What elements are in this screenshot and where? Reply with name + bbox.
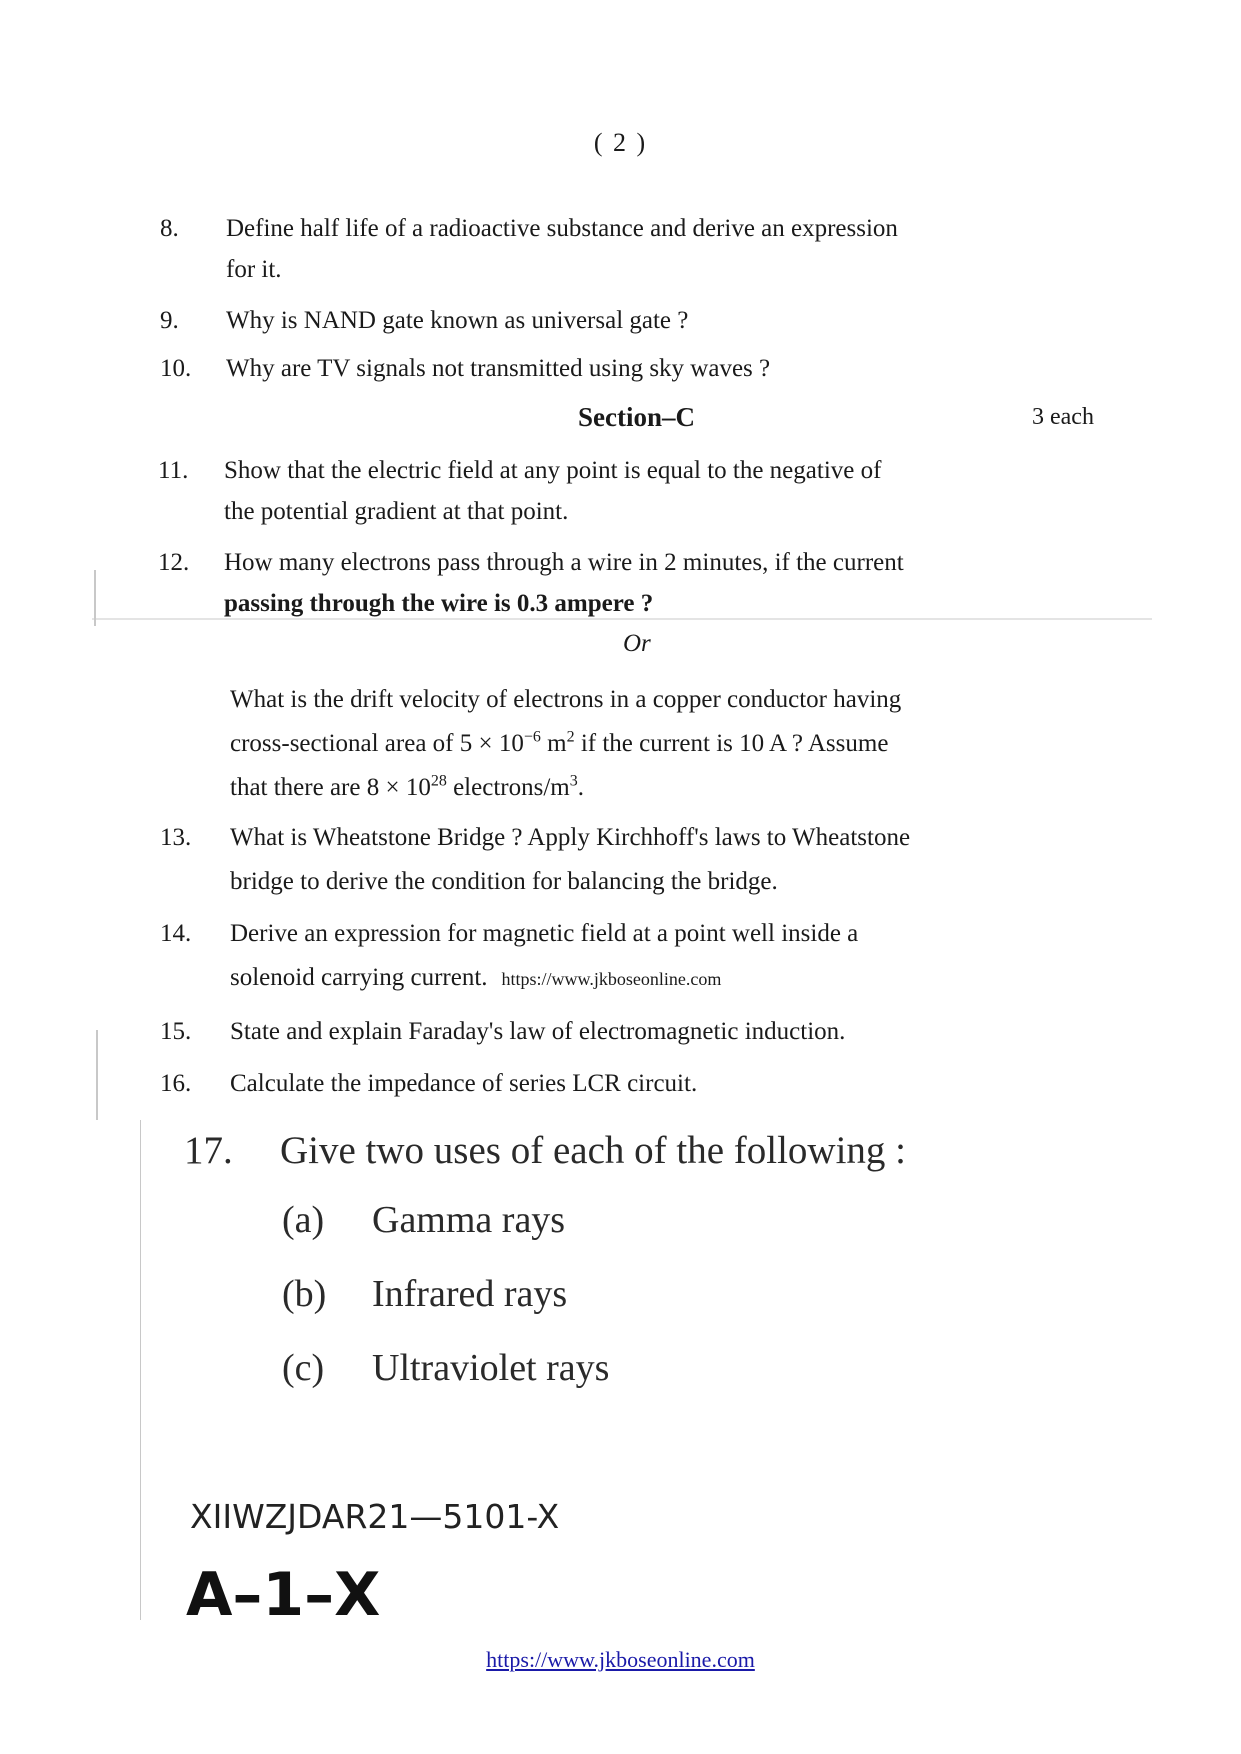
option-c xyxy=(282,1346,782,1396)
question-9 xyxy=(160,300,1100,345)
question-10 xyxy=(160,348,1100,393)
question-text: Why are TV signals not transmitted using sky waves ? xyxy=(226,355,771,382)
text-fragment: . xyxy=(577,774,584,801)
question-text: Why is NAND gate known as universal gate ? xyxy=(226,307,689,334)
question-number: 13. xyxy=(160,824,192,851)
section-title: Section–C xyxy=(578,402,695,432)
question-text: Derive an expression for magnetic field at a point well inside a xyxy=(230,920,859,947)
question-number: 17. xyxy=(184,1129,233,1172)
question-number: 9. xyxy=(160,307,179,334)
question-12 xyxy=(158,542,1108,632)
question-text-line xyxy=(230,722,1110,766)
question-16 xyxy=(160,1062,1120,1108)
option-label: (a) xyxy=(282,1199,325,1241)
paper-code: XIIWZJDAR21—5101-X xyxy=(190,1497,560,1536)
footer-link[interactable]: https://www.jkboseonline.com xyxy=(486,1647,755,1672)
question-text: solenoid carrying current. xyxy=(230,964,488,991)
option-label: (c) xyxy=(282,1347,325,1389)
question-number: 14. xyxy=(160,920,192,947)
question-text: State and explain Faraday's law of electromagnetic induction. xyxy=(230,1018,846,1045)
question-text: How many electrons pass through a wire in 2 minutes, if the current xyxy=(224,549,904,576)
option-text: Gamma rays xyxy=(372,1199,566,1241)
question-number: 15. xyxy=(160,1018,192,1045)
option-a xyxy=(282,1198,782,1248)
question-number: 12. xyxy=(158,549,190,576)
text-fragment: if the current is 10 A ? Assume xyxy=(574,730,889,757)
set-code: A–1–X xyxy=(186,1560,381,1630)
question-13 xyxy=(160,816,1120,908)
text-fragment: m xyxy=(540,730,567,757)
question-17 xyxy=(184,1124,1124,1180)
question-text: bridge to derive the condition for balancing the bridge. xyxy=(230,868,778,895)
question-text: passing through the wire is 0.3 ampere ? xyxy=(224,590,654,617)
scan-edge-line xyxy=(96,1030,98,1120)
question-12-alternative xyxy=(230,678,1110,810)
exponent: −6 xyxy=(523,728,541,746)
scan-edge-line xyxy=(94,570,96,626)
option-text: Infrared rays xyxy=(372,1273,568,1315)
text-fragment: electrons/m xyxy=(446,774,570,801)
exponent: 28 xyxy=(430,772,447,790)
or-label: Or xyxy=(623,630,651,657)
question-number: 10. xyxy=(160,355,192,382)
option-b xyxy=(282,1272,782,1322)
question-text-line xyxy=(230,766,1110,810)
question-text: What is Wheatstone Bridge ? Apply Kirchhoff's laws to Wheatstone xyxy=(230,824,911,851)
question-text: Define half life of a radioactive substance and derive an expression xyxy=(226,215,898,242)
option-text: Ultraviolet rays xyxy=(372,1347,610,1389)
question-14 xyxy=(160,912,1120,1004)
exponent: 2 xyxy=(566,728,575,746)
scan-edge-line xyxy=(140,1120,141,1620)
question-text: Show that the electric field at any point is equal to the negative of xyxy=(224,457,882,484)
question-number: 16. xyxy=(160,1070,192,1097)
exponent: 3 xyxy=(569,772,578,790)
inline-url: https://www.jkboseonline.com xyxy=(501,969,722,989)
question-text: What is the drift velocity of electrons in a copper conductor having xyxy=(230,686,902,713)
question-number: 11. xyxy=(158,457,189,484)
question-text: the potential gradient at that point. xyxy=(224,498,569,525)
question-15 xyxy=(160,1010,1120,1056)
question-text: for it. xyxy=(226,256,282,283)
text-fragment: cross-sectional area of 5 × 10 xyxy=(230,730,524,757)
page-number: ( 2 ) xyxy=(593,128,648,157)
question-text: Give two uses of each of the following : xyxy=(280,1129,907,1172)
option-label: (b) xyxy=(282,1273,327,1315)
text-fragment: that there are 8 × 10 xyxy=(230,774,431,801)
question-number: 8. xyxy=(160,215,179,242)
question-text: Calculate the impedance of series LCR circuit. xyxy=(230,1070,698,1097)
question-11 xyxy=(158,450,1108,540)
question-text-line xyxy=(230,956,858,1001)
question-8 xyxy=(160,208,1100,298)
section-marks: 3 each xyxy=(1032,404,1094,430)
